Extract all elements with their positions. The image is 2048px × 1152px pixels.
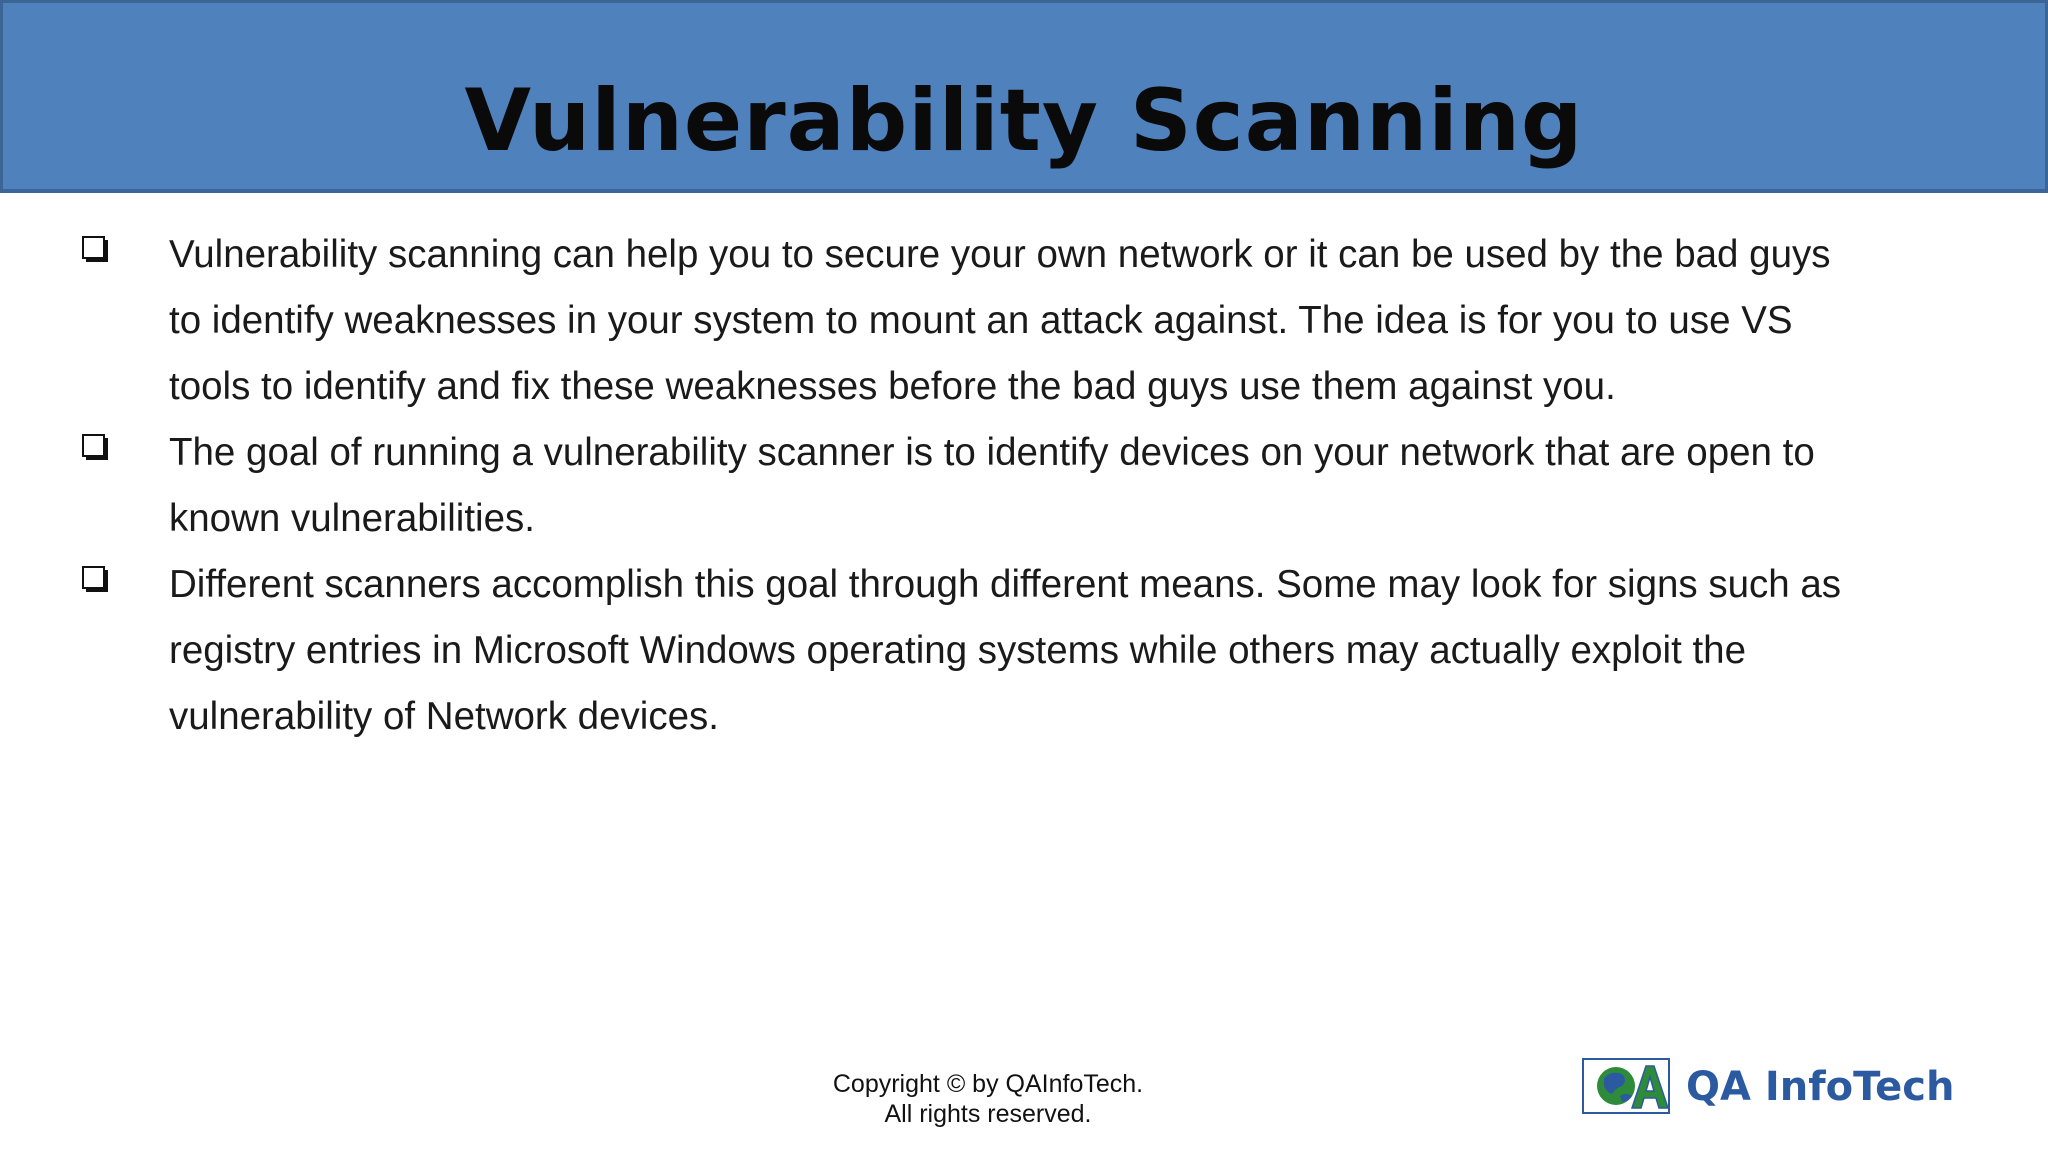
bullet-item xyxy=(0,222,2048,420)
copyright-line-1: Copyright © by QAInfoTech. xyxy=(832,1070,1144,1098)
slide-title: Vulnerability Scanning xyxy=(464,71,1584,171)
bullet-list xyxy=(0,222,2048,750)
checkbox-bullet-icon xyxy=(82,566,110,594)
checkbox-bullet-icon xyxy=(82,434,110,462)
bullet-text: Different scanners accomplish this goal through different means. Some may look for signs such as registry entries in Microsoft Windows operating systems while others may actually exploit the vulnerability of Network devices. xyxy=(169,563,1842,738)
copyright-line-2: All rights reserved. xyxy=(884,1100,1092,1128)
company-logo xyxy=(1582,1058,1962,1118)
logo-text: QA InfoTech xyxy=(1686,1064,1955,1110)
bullet-text: Vulnerability scanning can help you to secure your own network or it can be used by the bad guys to identify weaknesses in your system to mount an attack against. The idea is for you to use VS tools to identify and fix these weaknesses before the bad guys use them against you. xyxy=(169,233,1831,408)
bullet-item xyxy=(0,552,2048,750)
qa-infotech-logo-icon xyxy=(1582,1058,1670,1114)
bullet-text: The goal of running a vulnerability scanner is to identify devices on your network that are open to known vulnerabilities. xyxy=(169,431,1815,540)
checkbox-bullet-icon xyxy=(82,236,110,264)
bullet-item xyxy=(0,420,2048,552)
